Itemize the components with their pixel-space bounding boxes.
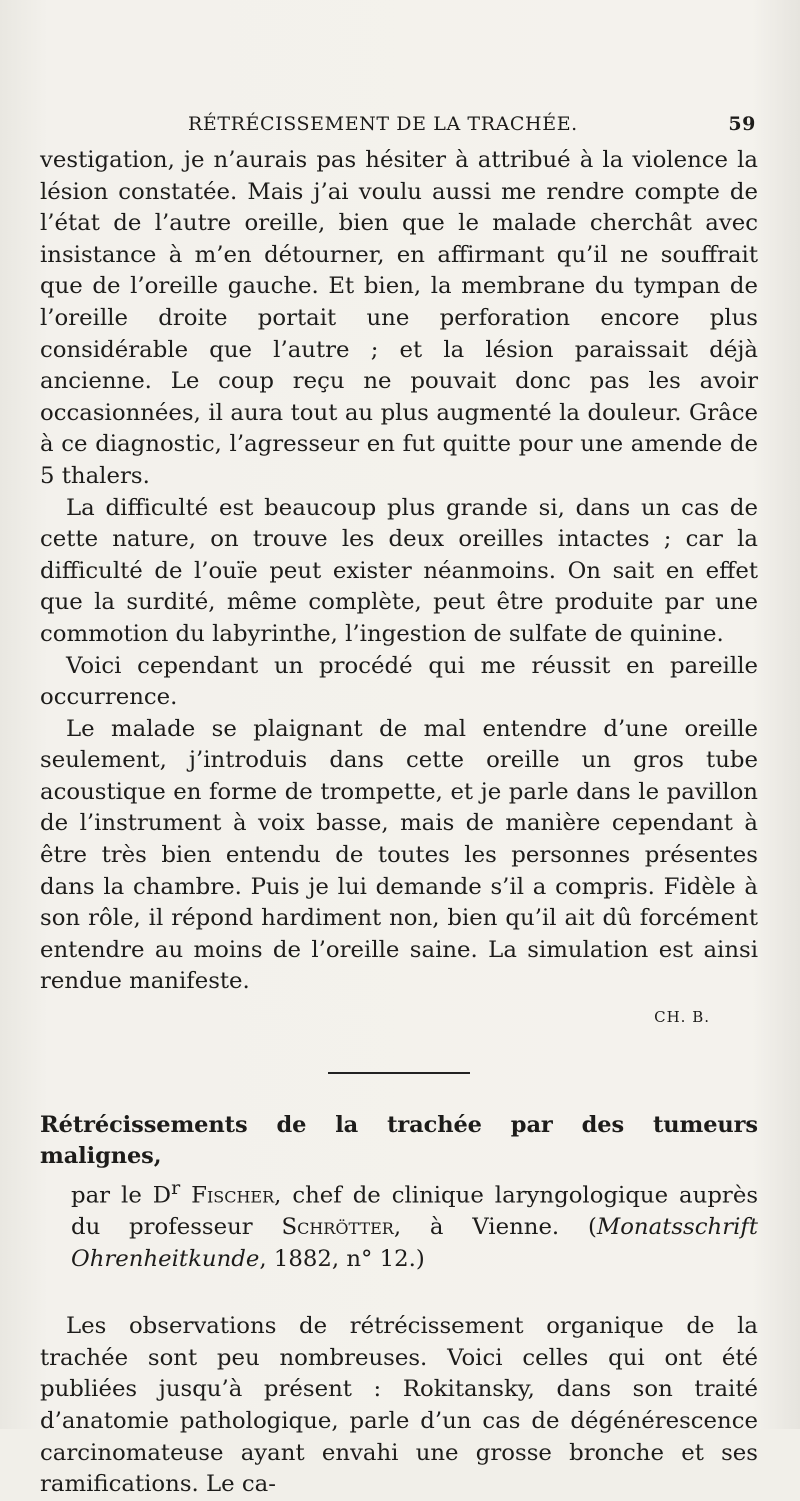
page-number: 59 bbox=[728, 113, 756, 135]
paragraph-difficulty: La difficulté est beaucoup plus grande si, dans un cas de cette nature, on trouve les deux oreilles intactes ; car la difficulté de l’ouïe peut exister néanmoins. On sait en effet que la surdité, même complète, peut être produite par une commotion du labyrinthe, l’ingestion de sulfate de quinine. bbox=[40, 494, 758, 647]
article-title: Rétrécissements de la trachée par des tumeurs malignes, bbox=[40, 1111, 758, 1170]
byline-place: , à Vienne. ( bbox=[393, 1214, 597, 1240]
paragraph-method-text: Le malade se plaignant de mal entendre d’une oreille seulement, j’introduis dans cette oreille un gros tube acoustique en forme de trompette, et je parle dans le pavillon de l’instrument à voix basse, mais de manière cependant à être très bien entendu de toutes les personnes présentes dans la chambre. Puis je lui demande s’il a compris. Fidèle à son rôle, il répond hardiment non, bien qu’il ait dû forcément entendre au moins de l’oreille saine. La simulation est ainsi rendue manifeste. bbox=[40, 715, 758, 995]
author-name: Fischer bbox=[191, 1182, 275, 1209]
running-head bbox=[188, 113, 764, 141]
paragraph-procedure: Voici cependant un procédé qui me réussit en pareille occurrence. bbox=[40, 652, 758, 711]
byline-mid: , chef de clinique laryngologique auprès du professeur bbox=[71, 1182, 759, 1240]
page-body bbox=[40, 145, 758, 1501]
professor-name: Schrötter bbox=[281, 1214, 394, 1240]
byline-superscript: r bbox=[171, 1176, 181, 1199]
running-head-title: RÉTRÉCISSEMENT DE LA TRACHÉE. bbox=[188, 113, 578, 135]
article-paragraph: Les observations de rétrécissement organique de la trachée sont peu nombreuses. Voici celles qui ont été publiées jusqu’à présent : Rokitansky, dans son traité d’anatomie pathologique, parle d’un cas de dégénérescence carcinomateuse ayant envahi une grosse bronche et ses ramifications. Le ca- bbox=[40, 1313, 758, 1498]
article-byline bbox=[40, 1173, 758, 1275]
byline-prefix: par le D bbox=[71, 1182, 172, 1209]
paragraph-continued: vestigation, je n’aurais pas hésiter à attribué à la violence la lésion constatée. Mais j’ai voulu aussi me rendre compte de l’état de l’autre oreille, bien que le malade cherchât avec insistance à m’en détourner, en affirmant qu’il ne souffrait que de l’oreille gauche. Et bien, la membrane du tympan de l’oreille droite portait une perforation encore plus considérable que l’autre ; et la lésion paraissait déjà ancienne. Le coup reçu ne pouvait donc pas les avoir occasionnées, il aura tout au plus augmenté la douleur. Grâce à ce diagnostic, l’agresseur en fut quitte pour une amende de 5 thalers. bbox=[40, 147, 758, 489]
author-initials: CH. B. bbox=[654, 1008, 710, 1027]
journal-title: Monatsschrift Ohrenheitkunde bbox=[71, 1214, 758, 1272]
section-divider bbox=[328, 1072, 470, 1074]
signature-line bbox=[40, 998, 758, 1034]
byline-end: , 1882, n° 12.) bbox=[259, 1245, 425, 1272]
paragraph-method bbox=[40, 714, 758, 998]
